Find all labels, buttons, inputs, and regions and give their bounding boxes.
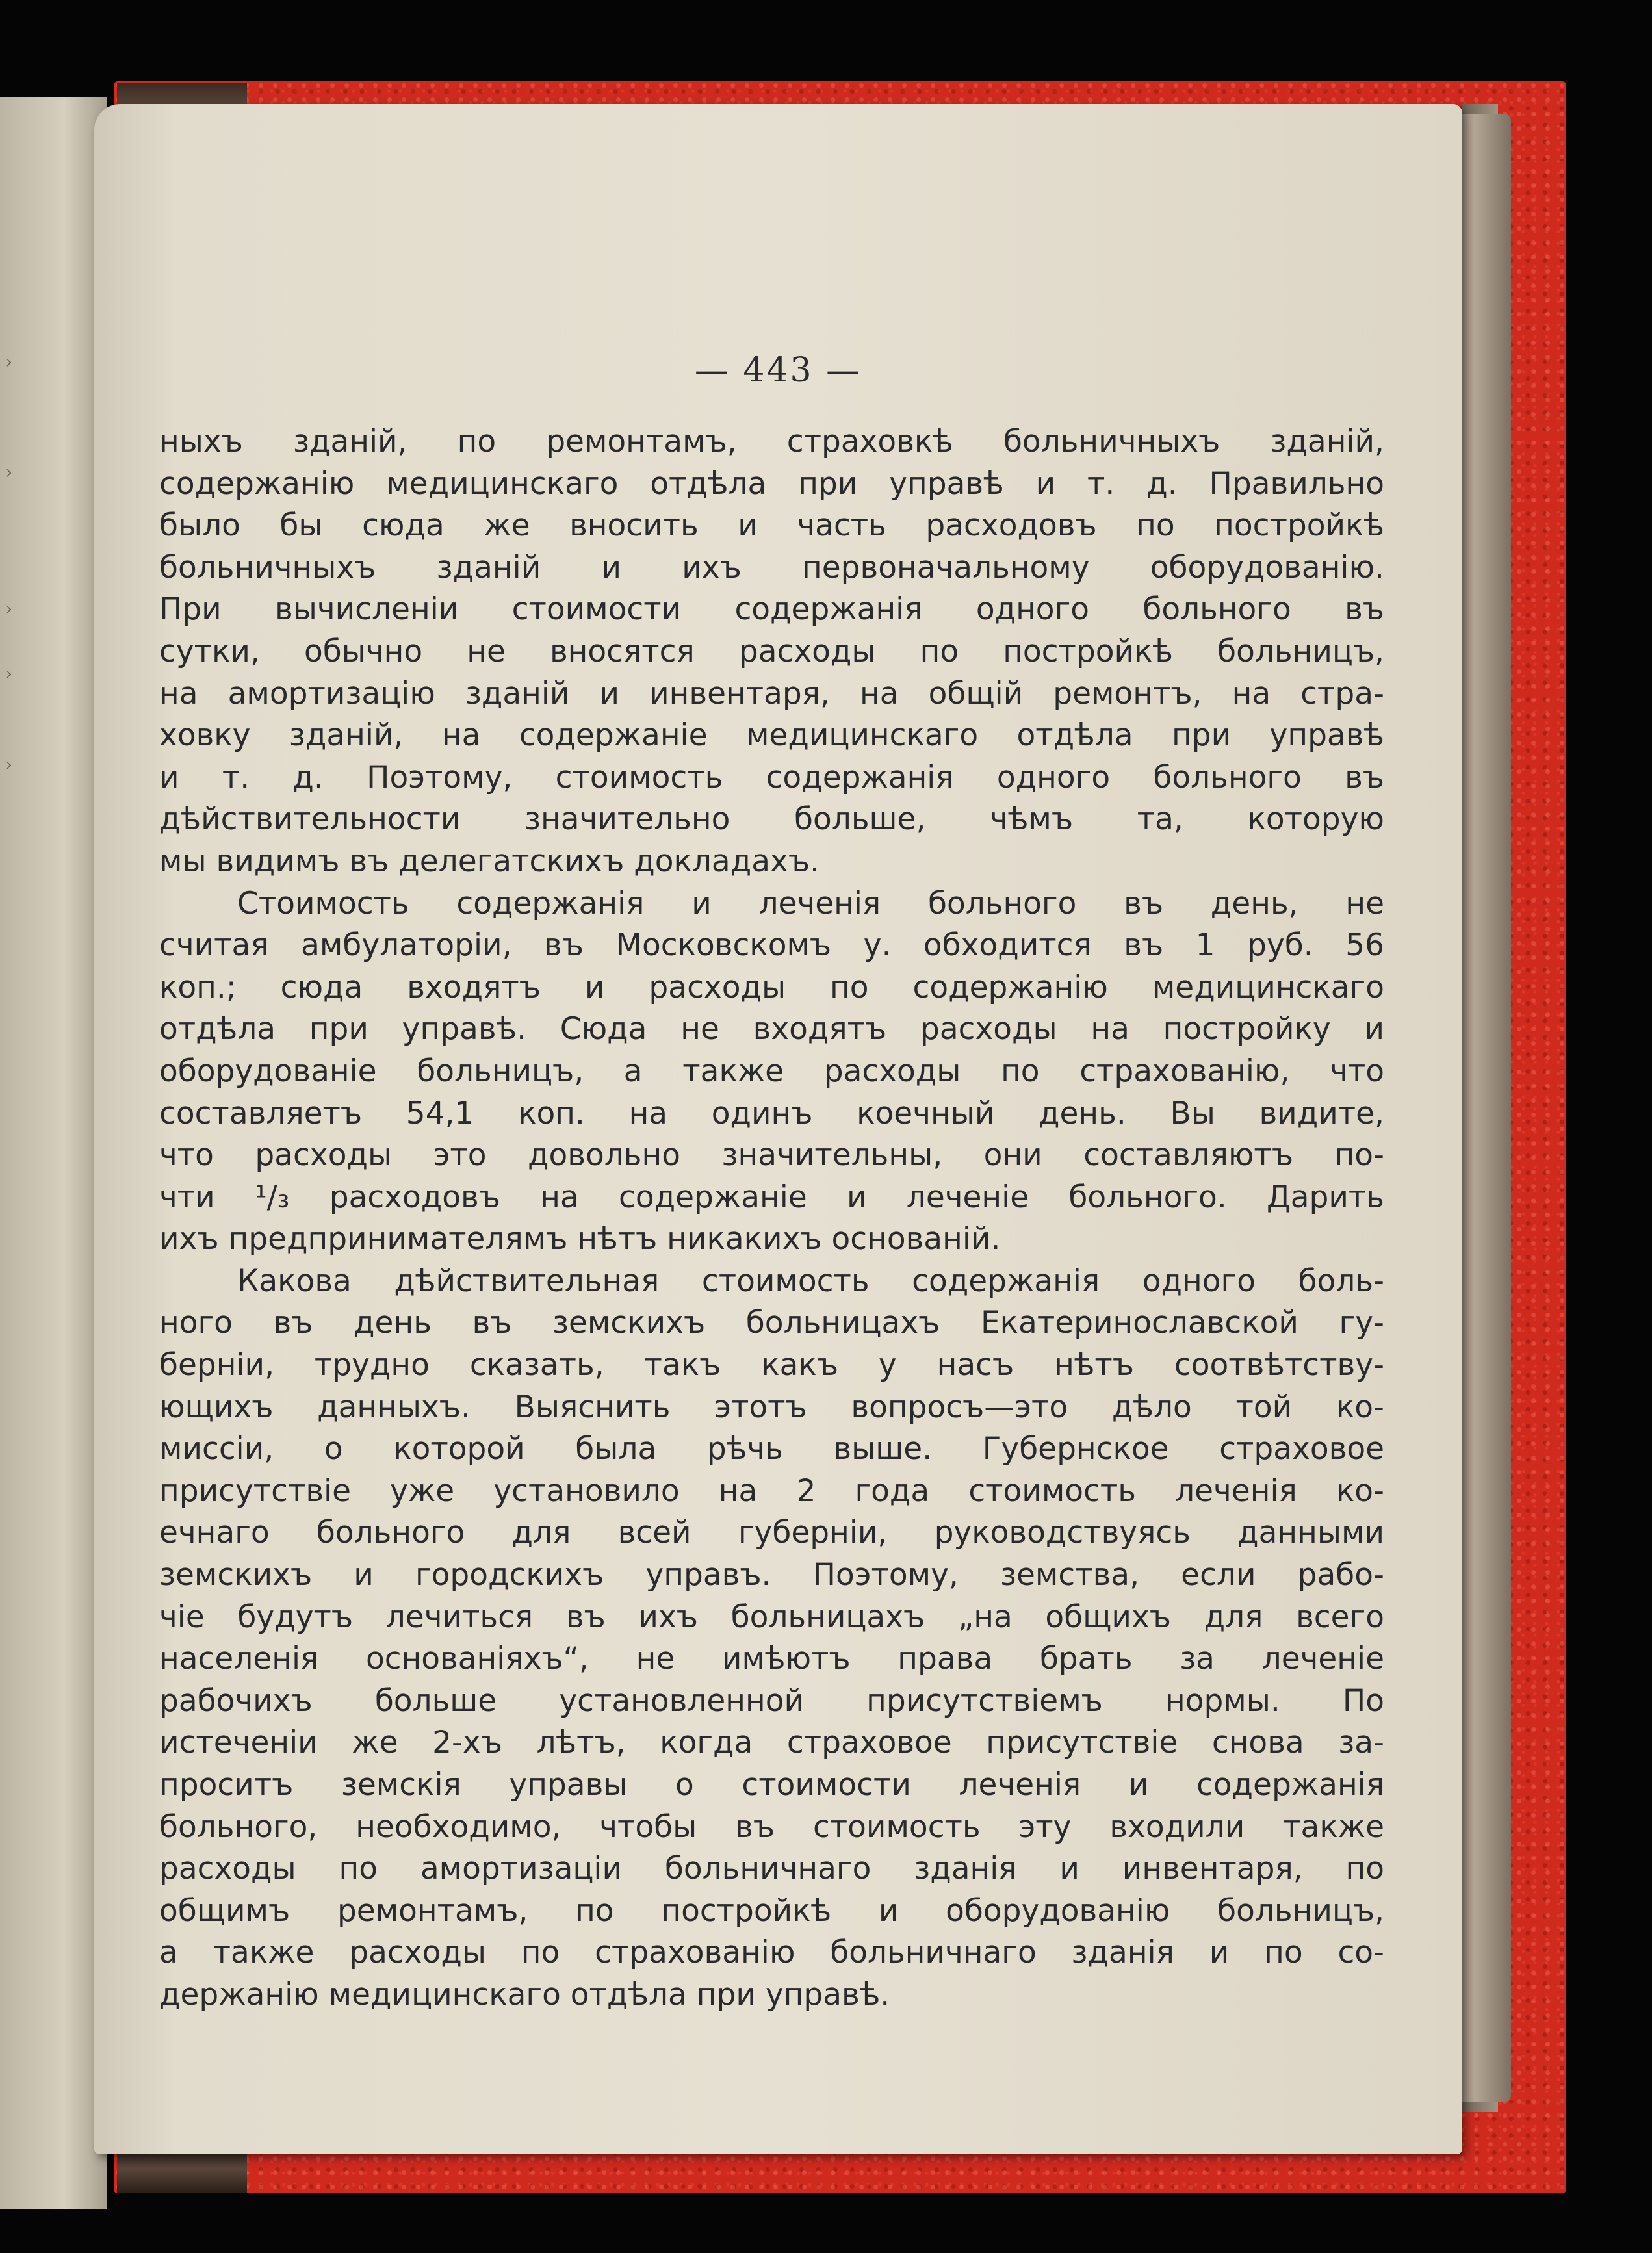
page-text-block: [159, 421, 1384, 2016]
text-line: земскихъ и городскихъ управъ. Поэтому, земства, если рабо-: [159, 1557, 1384, 1593]
text-line: коп.; сюда входятъ и расходы по содержанію медицинскаго: [159, 969, 1384, 1005]
text-line: чіе будутъ лечиться въ ихъ больницахъ „на общихъ для всего: [159, 1599, 1384, 1635]
text-line: больничныхъ зданій и ихъ первоначальному оборудованію.: [159, 549, 1384, 586]
text-line: на амортизацію зданій и инвентаря, на общій ремонтъ, на стра-: [159, 675, 1384, 712]
text-line: ихъ предпринимателямъ нѣтъ никакихъ основаній.: [159, 1221, 1001, 1257]
text-line: При вычисленіи стоимости содержанія одного больного въ: [159, 591, 1384, 628]
text-line: держанію медицинскаго отдѣла при управѣ.: [159, 1976, 890, 2013]
text-line: чти ¹/₃ расходовъ на содержаніе и леченіе больного. Дарить: [159, 1179, 1384, 1215]
text-line: оборудованіе больницъ, а также расходы по страхованію, что: [159, 1053, 1384, 1089]
text-line: расходы по амортизаціи больничнаго зданія и инвентаря, по: [159, 1851, 1384, 1887]
text-line: сутки, обычно не вносятся расходы по постройкѣ больницъ,: [159, 633, 1384, 669]
text-line: Какова дѣйствительная стоимость содержанія одного боль-: [237, 1263, 1384, 1299]
text-line: населенія основаніяхъ“, не имѣютъ права брать за леченіе: [159, 1641, 1384, 1677]
text-line: общимъ ремонтамъ, по постройкѣ и оборудованію больницъ,: [159, 1892, 1384, 1929]
text-line: отдѣла при управѣ. Сюда не входятъ расходы на постройку и: [159, 1011, 1384, 1048]
text-line: содержанію медицинскаго отдѣла при управѣ и т. д. Правильно: [159, 465, 1384, 502]
text-line: ныхъ зданій, по ремонтамъ, страховкѣ больничныхъ зданій,: [159, 424, 1384, 459]
text-line: и т. д. Поэтому, стоимость содержанія одного больного въ: [159, 759, 1384, 795]
paragraph: [159, 883, 1384, 1261]
text-line: Стоимость содержанія и леченія больного въ день, не: [237, 885, 1384, 921]
text-line: мы видимъ въ делегатскихъ докладахъ.: [159, 843, 820, 879]
text-line: проситъ земскія управы о стоимости леченія и содержанія: [159, 1767, 1384, 1803]
text-line: считая амбулаторіи, въ Московскомъ у. обходится въ 1 руб. 56: [159, 927, 1384, 964]
text-line: ющихъ данныхъ. Выяснить этотъ вопросъ—это дѣло той ко-: [159, 1389, 1384, 1425]
paragraph: [159, 1261, 1384, 2016]
text-line: было бы сюда же вносить и часть расходовъ по постройкѣ: [159, 508, 1384, 544]
text-line: а также расходы по страхованію больничнаго зданія и по со-: [159, 1935, 1384, 1971]
text-line: составляетъ 54,1 коп. на одинъ коечный день. Вы видите,: [159, 1095, 1384, 1131]
text-line: рабочихъ больше установленной присутствіемъ нормы. По: [159, 1682, 1384, 1719]
text-line: больного, необходимо, чтобы въ стоимость эту входили также: [159, 1809, 1384, 1845]
text-line: истеченіи же 2-хъ лѣтъ, когда страховое присутствіе снова за-: [159, 1725, 1384, 1761]
text-line: что расходы это довольно значительны, они составляютъ по-: [159, 1137, 1384, 1174]
text-line: миссіи, о которой была рѣчь выше. Губернское страховое: [159, 1431, 1384, 1467]
left-facing-page-edge: › › › › ›: [0, 97, 107, 2209]
text-line: присутствіе уже установило на 2 года стоимость леченія ко-: [159, 1473, 1384, 1509]
text-line: берніи, трудно сказать, такъ какъ у насъ нѣтъ соотвѣтству-: [159, 1347, 1384, 1384]
text-line: дѣйствительности значительно больше, чѣмъ та, которую: [159, 801, 1384, 838]
page-number: — 443 —: [694, 351, 862, 390]
paragraph: [159, 421, 1384, 883]
text-line: ного въ день въ земскихъ больницахъ Екатеринославской гу-: [159, 1305, 1384, 1341]
text-line: ечнаго больного для всей губерніи, руководствуясь данными: [159, 1515, 1384, 1551]
text-line: ховку зданій, на содержаніе медицинскаго отдѣла при управѣ: [159, 717, 1384, 754]
book-page: [94, 104, 1462, 2154]
